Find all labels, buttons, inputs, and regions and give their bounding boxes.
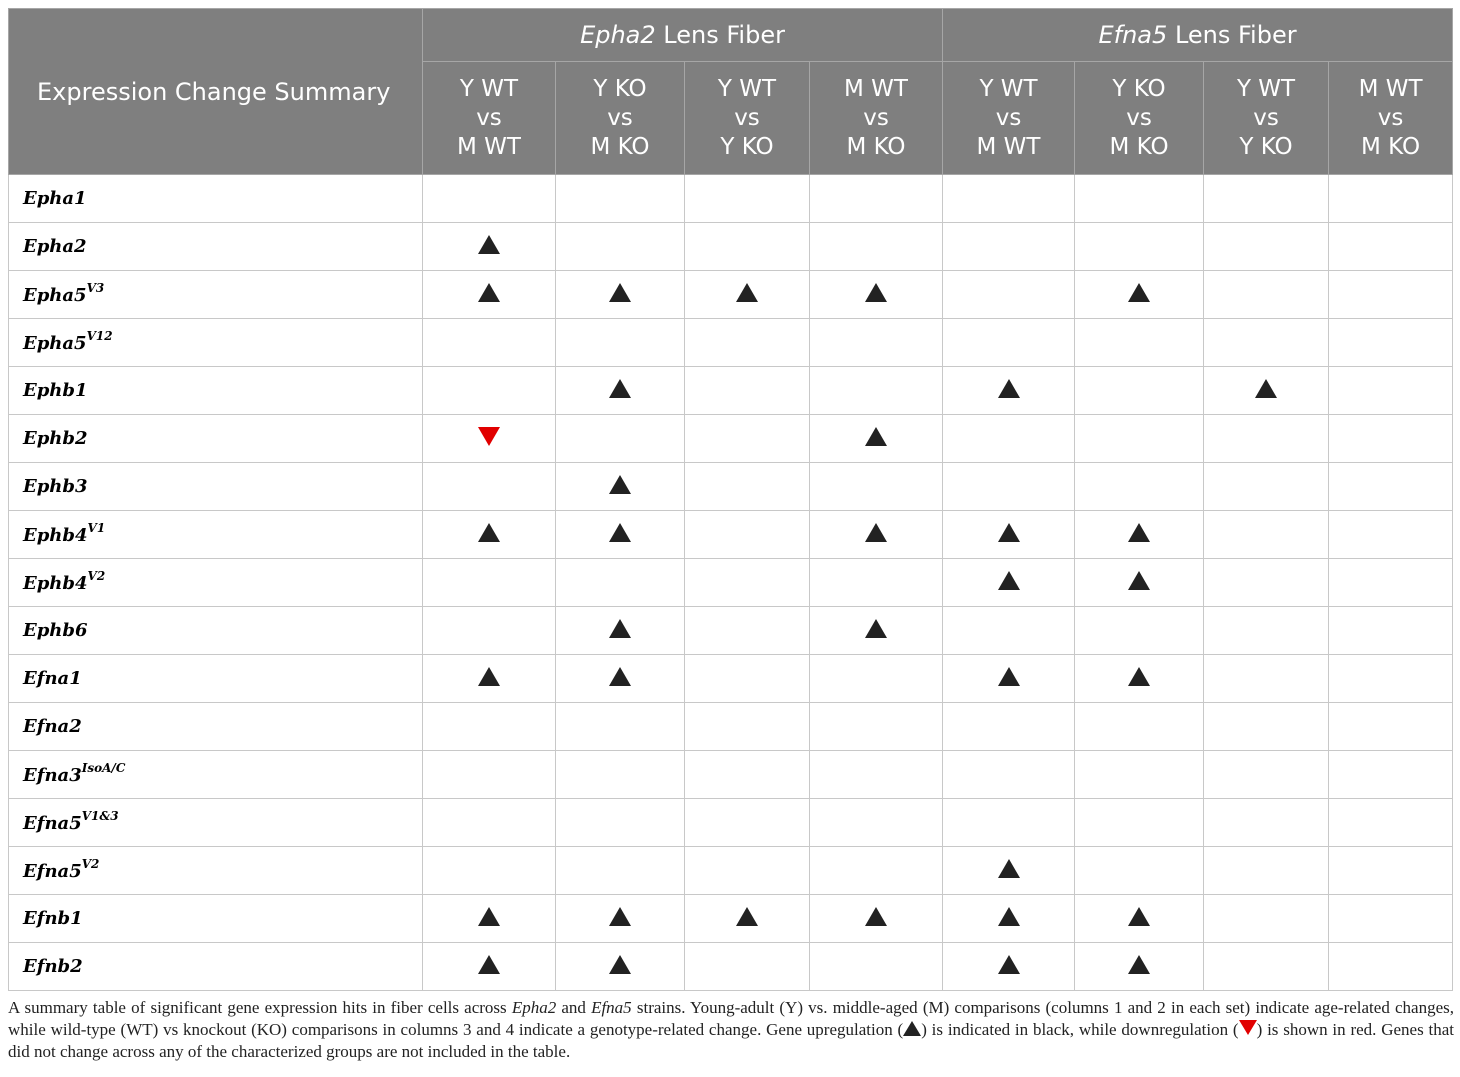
gene-name-cell: [9, 559, 423, 607]
comparison-cell: [1204, 655, 1329, 703]
up-triangle-icon: [609, 955, 631, 974]
gene-name-cell: [9, 847, 423, 895]
up-triangle-icon: [609, 523, 631, 542]
comparison-cell: [685, 703, 810, 751]
subcolumn-header-line: M WT: [844, 75, 908, 102]
table-row: [9, 415, 1453, 463]
comparison-cell: [1075, 655, 1204, 703]
comparison-cell: [1329, 895, 1453, 943]
comparison-cell: [810, 463, 943, 511]
caption-part1: A summary table of significant gene expression hits in fiber cells across: [8, 998, 512, 1017]
comparison-cell: [556, 511, 685, 559]
comparison-cell: [556, 895, 685, 943]
comparison-cell: [1075, 415, 1204, 463]
up-triangle-icon: [998, 523, 1020, 542]
gene-name-cell: [9, 415, 423, 463]
subcolumn-header: [1329, 62, 1453, 175]
comparison-cell: [556, 607, 685, 655]
comparison-cell: [1075, 847, 1204, 895]
table-row: [9, 223, 1453, 271]
comparison-cell: [943, 751, 1075, 799]
table-row: [9, 799, 1453, 847]
gene-variant: V2: [81, 857, 100, 871]
comparison-cell: [943, 511, 1075, 559]
comparison-cell: [1075, 559, 1204, 607]
comparison-cell: [1204, 223, 1329, 271]
gene-variant: V1: [87, 521, 106, 535]
subcolumn-header-line: Y WT: [717, 75, 777, 102]
subcolumn-header-line: vs: [607, 104, 633, 131]
gene-name: Efnb1: [23, 908, 83, 929]
comparison-cell: [1204, 367, 1329, 415]
gene-name: Ephb1: [23, 380, 88, 401]
table-row: [9, 751, 1453, 799]
down-triangle-icon: [478, 427, 500, 446]
gene-variant: IsoA/C: [81, 761, 126, 775]
subcolumn-header: [810, 62, 943, 175]
comparison-cell: [810, 319, 943, 367]
caption-gene1: Epha2: [511, 998, 557, 1017]
caption-gene2: Efna5: [591, 998, 632, 1017]
subcolumn-header-line: vs: [1377, 104, 1404, 131]
table-caption: [8, 997, 1454, 1063]
comparison-cell: [1204, 895, 1329, 943]
gene-name: Efna3: [23, 765, 82, 786]
subcolumn-header-line: M WT: [976, 133, 1041, 160]
up-triangle-icon: [865, 619, 887, 638]
comparison-cell: [423, 415, 556, 463]
up-triangle-icon: [736, 907, 758, 926]
up-triangle-icon: [998, 571, 1020, 590]
comparison-cell: [1204, 847, 1329, 895]
gene-name-cell: [9, 655, 423, 703]
expression-summary-table: [8, 8, 1453, 991]
comparison-cell: [685, 751, 810, 799]
comparison-cell: [685, 607, 810, 655]
comparison-cell: [1329, 847, 1453, 895]
comparison-cell: [810, 655, 943, 703]
gene-variant: V1&3: [81, 809, 119, 823]
comparison-cell: [1075, 367, 1204, 415]
up-triangle-icon: [1128, 283, 1150, 302]
table-row: [9, 367, 1453, 415]
subcolumn-header-line: vs: [734, 104, 760, 131]
up-triangle-icon: [609, 283, 631, 302]
up-triangle-icon: [478, 235, 500, 254]
gene-name-cell: [9, 319, 423, 367]
down-triangle-icon: [1239, 1020, 1257, 1035]
up-triangle-icon: [998, 955, 1020, 974]
comparison-cell: [1329, 175, 1453, 223]
group-suffix-epha2: Lens Fiber: [663, 21, 785, 49]
comparison-cell: [556, 223, 685, 271]
table-row: [9, 703, 1453, 751]
comparison-cell: [1075, 223, 1204, 271]
comparison-cell: [556, 559, 685, 607]
caption-and: and: [556, 998, 592, 1017]
comparison-cell: [1204, 559, 1329, 607]
gene-name: Epha2: [23, 236, 87, 257]
up-triangle-icon: [1128, 667, 1150, 686]
gene-name: Efna1: [23, 668, 82, 689]
comparison-cell: [810, 511, 943, 559]
comparison-cell: [1329, 799, 1453, 847]
comparison-cell: [1075, 703, 1204, 751]
comparison-cell: [1075, 895, 1204, 943]
up-triangle-icon: [478, 667, 500, 686]
caption-part2: strains. Young-adult (Y) vs. middle-aged (M) comparisons (columns 1 and 2 in each set) indicate age-related changes, while wild-type (WT) vs knockout (KO) comparisons in columns 3 and 4 indicate a genotype-related change. Gene upregulation (: [8, 998, 1454, 1039]
up-triangle-icon: [478, 283, 500, 302]
comparison-cell: [943, 271, 1075, 319]
gene-name: Ephb4: [23, 525, 88, 546]
comparison-cell: [1075, 607, 1204, 655]
table-row: [9, 559, 1453, 607]
comparison-cell: [556, 847, 685, 895]
up-triangle-icon: [478, 907, 500, 926]
comparison-cell: [943, 895, 1075, 943]
comparison-cell: [423, 511, 556, 559]
comparison-cell: [1075, 175, 1204, 223]
up-triangle-icon: [903, 1021, 921, 1036]
comparison-cell: [556, 367, 685, 415]
comparison-cell: [943, 367, 1075, 415]
gene-name-cell: [9, 703, 423, 751]
comparison-cell: [1329, 463, 1453, 511]
up-triangle-icon: [609, 619, 631, 638]
subcolumn-header-line: Y KO: [593, 75, 647, 102]
comparison-cell: [685, 319, 810, 367]
comparison-cell: [810, 751, 943, 799]
gene-name: Ephb6: [23, 620, 88, 641]
comparison-cell: [943, 799, 1075, 847]
comparison-cell: [423, 943, 556, 991]
comparison-cell: [423, 271, 556, 319]
up-triangle-icon: [1255, 379, 1277, 398]
comparison-cell: [1329, 607, 1453, 655]
comparison-cell: [556, 943, 685, 991]
comparison-cell: [423, 319, 556, 367]
comparison-cell: [1204, 415, 1329, 463]
comparison-cell: [685, 895, 810, 943]
gene-name: Epha5: [23, 333, 87, 354]
group-header-epha2: [423, 9, 943, 62]
comparison-cell: [1329, 223, 1453, 271]
table-row: [9, 943, 1453, 991]
group-suffix-efna5: Lens Fiber: [1174, 21, 1297, 49]
gene-name: Ephb3: [23, 476, 88, 497]
subcolumn-header-line: Y KO: [720, 133, 774, 160]
comparison-cell: [423, 847, 556, 895]
comparison-cell: [810, 271, 943, 319]
gene-name: Efna5: [23, 813, 82, 834]
comparison-cell: [810, 943, 943, 991]
gene-name-cell: [9, 511, 423, 559]
subcolumn-header-line: M KO: [1109, 133, 1169, 160]
comparison-cell: [1329, 271, 1453, 319]
comparison-cell: [685, 799, 810, 847]
comparison-cell: [685, 559, 810, 607]
comparison-cell: [1075, 799, 1204, 847]
comparison-cell: [1329, 511, 1453, 559]
comparison-cell: [1329, 367, 1453, 415]
comparison-cell: [685, 463, 810, 511]
subcolumn-header-line: vs: [1126, 104, 1152, 131]
gene-name-cell: [9, 463, 423, 511]
gene-name: Epha5: [23, 285, 87, 306]
group-gene-epha2: Epha2: [580, 21, 656, 49]
up-triangle-icon: [1128, 907, 1150, 926]
table-row: [9, 175, 1453, 223]
gene-name-cell: [9, 751, 423, 799]
comparison-cell: [1075, 463, 1204, 511]
comparison-cell: [423, 463, 556, 511]
comparison-cell: [556, 271, 685, 319]
comparison-cell: [1204, 175, 1329, 223]
comparison-cell: [1204, 607, 1329, 655]
up-triangle-icon: [998, 859, 1020, 878]
comparison-cell: [1204, 751, 1329, 799]
comparison-cell: [685, 415, 810, 463]
comparison-cell: [1329, 319, 1453, 367]
up-triangle-icon: [609, 379, 631, 398]
subcolumn-header-line: M WT: [1358, 75, 1423, 102]
comparison-cell: [1075, 319, 1204, 367]
subcolumn-header-line: Y KO: [1239, 133, 1293, 160]
table-row: [9, 895, 1453, 943]
subcolumn-header-line: vs: [1253, 104, 1279, 131]
comparison-cell: [1075, 943, 1204, 991]
up-triangle-icon: [865, 907, 887, 926]
up-triangle-icon: [478, 955, 500, 974]
gene-name-cell: [9, 799, 423, 847]
subcolumn-header-line: Y WT: [459, 75, 519, 102]
comparison-cell: [685, 367, 810, 415]
up-triangle-icon: [736, 283, 758, 302]
comparison-cell: [556, 751, 685, 799]
comparison-cell: [943, 415, 1075, 463]
up-triangle-icon: [609, 907, 631, 926]
gene-name-cell: [9, 895, 423, 943]
comparison-cell: [423, 559, 556, 607]
comparison-cell: [810, 799, 943, 847]
subcolumn-header-line: M KO: [846, 133, 906, 160]
comparison-cell: [1204, 319, 1329, 367]
comparison-cell: [810, 367, 943, 415]
comparison-cell: [943, 559, 1075, 607]
gene-name-cell: [9, 223, 423, 271]
comparison-cell: [423, 895, 556, 943]
gene-variant: V2: [87, 569, 106, 583]
comparison-cell: [685, 223, 810, 271]
comparison-cell: [423, 655, 556, 703]
comparison-cell: [1329, 703, 1453, 751]
comparison-cell: [556, 703, 685, 751]
comparison-cell: [943, 463, 1075, 511]
comparison-cell: [943, 319, 1075, 367]
gene-name: Efna5: [23, 861, 82, 882]
comparison-cell: [943, 847, 1075, 895]
up-triangle-icon: [478, 523, 500, 542]
comparison-cell: [556, 655, 685, 703]
gene-name: Efna2: [23, 716, 82, 737]
comparison-cell: [556, 799, 685, 847]
comparison-cell: [423, 223, 556, 271]
subcolumn-header-line: vs: [863, 104, 889, 131]
subcolumn-header-line: vs: [476, 104, 502, 131]
subcolumn-header: [423, 62, 556, 175]
gene-name-cell: [9, 271, 423, 319]
table-row: [9, 607, 1453, 655]
comparison-cell: [1204, 799, 1329, 847]
gene-name-cell: [9, 607, 423, 655]
group-header-efna5: [943, 9, 1453, 62]
comparison-cell: [1204, 463, 1329, 511]
comparison-cell: [943, 943, 1075, 991]
comparison-cell: [1204, 271, 1329, 319]
gene-name: Ephb2: [23, 428, 88, 449]
up-triangle-icon: [865, 283, 887, 302]
comparison-cell: [685, 175, 810, 223]
comparison-cell: [556, 463, 685, 511]
subcolumn-header: [1204, 62, 1329, 175]
gene-name: Ephb4: [23, 573, 88, 594]
comparison-cell: [423, 751, 556, 799]
up-triangle-icon: [1128, 955, 1150, 974]
subcolumn-header: [556, 62, 685, 175]
caption-part4: ) is shown in red. Genes that did not change across any of the characterized groups are not included in the table.: [8, 1020, 1454, 1061]
comparison-cell: [943, 607, 1075, 655]
gene-variant: V12: [86, 329, 113, 343]
comparison-cell: [556, 415, 685, 463]
up-triangle-icon: [998, 379, 1020, 398]
corner-header: Expression Change Summary: [9, 9, 423, 175]
comparison-cell: [1075, 271, 1204, 319]
comparison-cell: [685, 847, 810, 895]
comparison-cell: [685, 943, 810, 991]
group-gene-efna5: Efna5: [1098, 21, 1168, 49]
comparison-cell: [1329, 943, 1453, 991]
up-triangle-icon: [998, 907, 1020, 926]
comparison-cell: [943, 655, 1075, 703]
table-row: [9, 463, 1453, 511]
comparison-cell: [1204, 703, 1329, 751]
comparison-cell: [1329, 655, 1453, 703]
up-triangle-icon: [1128, 571, 1150, 590]
comparison-cell: [1075, 511, 1204, 559]
comparison-cell: [685, 271, 810, 319]
up-triangle-icon: [1128, 523, 1150, 542]
up-triangle-icon: [998, 667, 1020, 686]
comparison-cell: [1204, 943, 1329, 991]
up-triangle-icon: [865, 523, 887, 542]
subcolumn-header-line: M KO: [1360, 133, 1421, 160]
subcolumn-header-line: M KO: [590, 133, 650, 160]
table-row: [9, 847, 1453, 895]
subcolumn-header: [1075, 62, 1204, 175]
subcolumn-header-line: Y WT: [979, 75, 1038, 102]
comparison-cell: [1329, 415, 1453, 463]
comparison-cell: [810, 559, 943, 607]
up-triangle-icon: [609, 667, 631, 686]
gene-name-cell: [9, 943, 423, 991]
up-triangle-icon: [609, 475, 631, 494]
table-row: [9, 271, 1453, 319]
subcolumn-header-line: Y WT: [1236, 75, 1296, 102]
comparison-cell: [1329, 559, 1453, 607]
comparison-cell: [810, 607, 943, 655]
comparison-cell: [685, 655, 810, 703]
gene-name: Epha1: [23, 188, 87, 209]
subcolumn-header-line: M WT: [457, 133, 521, 160]
comparison-cell: [1204, 511, 1329, 559]
gene-name-cell: [9, 175, 423, 223]
comparison-cell: [1329, 751, 1453, 799]
comparison-cell: [423, 175, 556, 223]
comparison-cell: [423, 607, 556, 655]
table-row: [9, 319, 1453, 367]
comparison-cell: [1075, 751, 1204, 799]
table-wrapper: [8, 8, 1452, 991]
comparison-cell: [423, 367, 556, 415]
comparison-cell: [810, 847, 943, 895]
comparison-cell: [423, 703, 556, 751]
comparison-cell: [556, 319, 685, 367]
comparison-cell: [685, 511, 810, 559]
gene-name-cell: [9, 367, 423, 415]
comparison-cell: [423, 799, 556, 847]
table-row: [9, 511, 1453, 559]
gene-variant: V3: [86, 281, 105, 295]
comparison-cell: [810, 703, 943, 751]
comparison-cell: [810, 415, 943, 463]
gene-name: Efnb2: [23, 956, 83, 977]
comparison-cell: [810, 175, 943, 223]
table-row: [9, 655, 1453, 703]
comparison-cell: [556, 175, 685, 223]
subcolumn-header-line: vs: [995, 104, 1022, 131]
caption-part3: ) is indicated in black, while downregulation (: [921, 1020, 1239, 1039]
up-triangle-icon: [865, 427, 887, 446]
subcolumn-header-line: Y KO: [1112, 75, 1166, 102]
comparison-cell: [943, 703, 1075, 751]
comparison-cell: [810, 223, 943, 271]
subcolumn-header: [685, 62, 810, 175]
comparison-cell: [943, 223, 1075, 271]
comparison-cell: [943, 175, 1075, 223]
subcolumn-header: [943, 62, 1075, 175]
comparison-cell: [810, 895, 943, 943]
